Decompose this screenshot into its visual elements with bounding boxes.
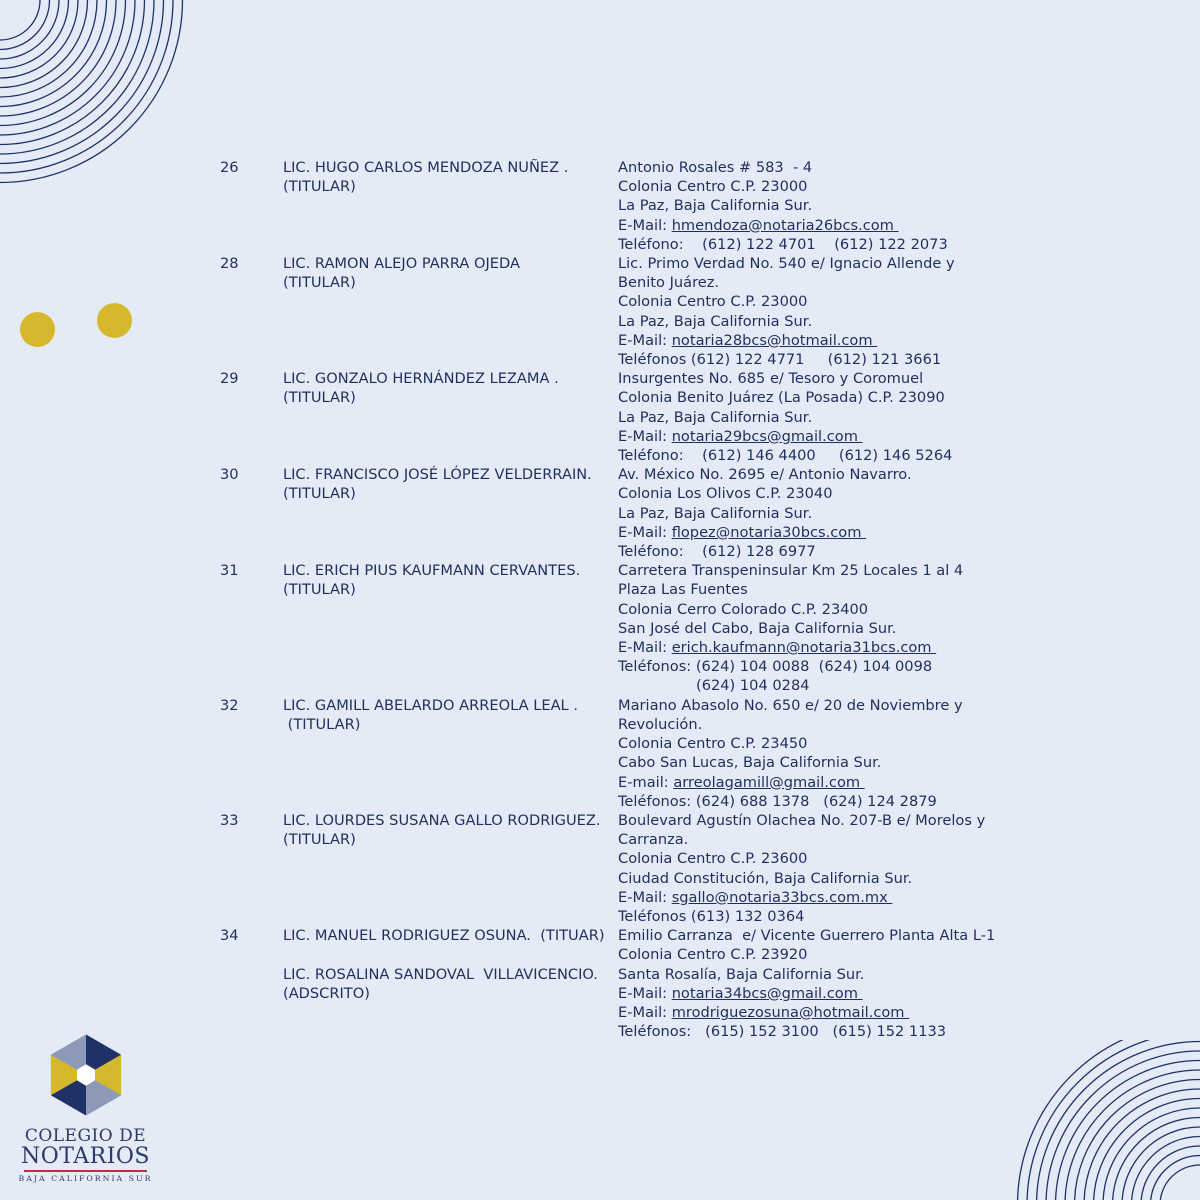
arc-ring (1027, 1040, 1200, 1200)
address-text: Teléfonos (613) 132 0364 (618, 907, 805, 925)
address-text: Teléfonos: (624) 104 0088 (624) 104 0098 (618, 658, 933, 676)
email-line (618, 984, 1000, 1003)
notary-number: 33 (220, 811, 239, 829)
notary-address (618, 926, 1000, 1041)
notary-number: 31 (220, 562, 239, 580)
notary-names (283, 158, 618, 254)
arc-ring (0, 0, 145, 145)
notary-names (283, 561, 618, 695)
arc-ring (0, 0, 173, 173)
colegio-de-notarios-logo (18, 1030, 153, 1183)
email-line (618, 427, 1000, 446)
address-line (618, 945, 1000, 964)
address-line (618, 830, 1000, 849)
email-label: E-Mail: (618, 331, 672, 349)
address-line (618, 965, 1000, 984)
address-text: Colonia Los Olivos C.P. 23040 (618, 485, 833, 503)
hexagon-emblem-icon (41, 1030, 131, 1120)
address-line (618, 1022, 1000, 1041)
notary-number: 29 (220, 370, 239, 388)
email-link[interactable]: hmendoza@notaria26bcs.com (671, 216, 899, 234)
notary-entry (220, 254, 1000, 369)
address-text: La Paz, Baja California Sur. (618, 408, 813, 426)
notary-entry (220, 369, 1000, 465)
address-line (618, 926, 1000, 945)
address-text: La Paz, Baja California Sur. (618, 312, 813, 330)
notary-address (618, 811, 1000, 926)
email-link[interactable]: arreolagamill@gmail.com (673, 773, 865, 791)
address-text: Colonia Centro C.P. 23000 (618, 293, 808, 311)
address-text: Colonia Centro C.P. 23000 (618, 178, 808, 196)
logo-divider (24, 1170, 147, 1172)
notary-role: (TITULAR) (283, 485, 356, 503)
notary-name: LIC. ERICH PIUS KAUFMANN CERVANTES. (283, 562, 581, 580)
address-text: Teléfono: (612) 146 4400 (612) 146 5264 (618, 447, 953, 465)
address-text: Teléfono: (612) 128 6977 (618, 543, 816, 561)
address-text: Teléfonos: (615) 152 3100 (615) 152 1133 (618, 1023, 947, 1041)
address-text: La Paz, Baja California Sur. (618, 504, 813, 522)
address-line (618, 369, 1000, 388)
email-line (618, 638, 1000, 657)
address-line (618, 388, 1000, 407)
address-text: Plaza Las Fuentes (618, 581, 748, 599)
arc-ring (1094, 1099, 1200, 1200)
notary-number: 32 (220, 696, 239, 714)
notary-role: (TITULAR) (283, 178, 356, 196)
notary-number: 26 (220, 159, 239, 176)
notary-number: 28 (220, 255, 239, 273)
address-line (618, 753, 1000, 772)
arc-ring (1141, 1146, 1200, 1200)
arc-ring (0, 0, 154, 154)
address-text: Mariano Abasolo No. 650 e/ 20 de Noviembre y (618, 696, 963, 714)
arc-ring (0, 0, 183, 183)
email-link[interactable]: sgallo@notaria33bcs.com.mx (671, 888, 893, 906)
notary-names (283, 696, 618, 811)
arc-ring (0, 0, 116, 116)
email-label: E-Mail: (618, 639, 672, 657)
notary-address (618, 369, 1000, 465)
notary-role: (TITULAR) (283, 389, 356, 407)
notary-address (618, 465, 1000, 561)
address-text: Santa Rosalía, Baja California Sur. (618, 965, 865, 983)
address-line (618, 676, 1000, 695)
notary-name: LIC. FRANCISCO JOSÉ LÓPEZ VELDERRAIN. (283, 466, 592, 484)
notary-entry (220, 926, 1000, 1041)
notary-entry (220, 696, 1000, 811)
address-line (618, 408, 1000, 427)
address-line (618, 734, 1000, 753)
address-text: Colonia Centro C.P. 23450 (618, 735, 808, 753)
address-text: Ciudad Constitución, Baja California Sur. (618, 869, 913, 887)
arc-ring (1046, 1051, 1200, 1200)
notary-role: (ADSCRITO) (283, 984, 370, 1002)
arc-ring (0, 0, 78, 78)
address-text: (624) 104 0284 (696, 677, 810, 695)
address-line (618, 907, 1000, 926)
address-text: Teléfonos (612) 122 4771 (612) 121 3661 (618, 351, 942, 369)
notary-address (618, 158, 1000, 254)
address-text: Carretera Transpeninsular Km 25 Locales 1 al 4 (618, 562, 964, 580)
email-line (618, 1003, 1000, 1022)
notary-entry (220, 465, 1000, 561)
email-link[interactable]: notaria34bcs@gmail.com (671, 984, 863, 1002)
address-text: Insurgentes No. 685 e/ Tesoro y Coromuel (618, 370, 924, 388)
address-line (618, 696, 1000, 715)
email-link[interactable]: erich.kaufmann@notaria31bcs.com (671, 639, 937, 657)
address-line (618, 446, 1000, 465)
yellow-dot-decoration (20, 312, 55, 347)
notary-name: LIC. MANUEL RODRIGUEZ OSUNA. (TITUAR) (283, 927, 605, 945)
notary-name: LIC. LOURDES SUSANA GALLO RODRIGUEZ. (283, 811, 601, 829)
notary-names (283, 465, 618, 561)
yellow-dot-decoration (97, 303, 132, 338)
email-label: E-Mail: (618, 984, 672, 1002)
notary-name: LIC. GONZALO HERNÁNDEZ LEZAMA . (283, 370, 559, 388)
email-line (618, 773, 1000, 792)
notary-name: LIC. RAMON ALEJO PARRA OJEDA (283, 255, 520, 273)
address-text: Colonia Benito Juárez (La Posada) C.P. 23090 (618, 389, 945, 407)
address-line (618, 350, 1000, 369)
email-line (618, 331, 1000, 350)
address-line (618, 619, 1000, 638)
address-line (618, 561, 1000, 580)
arc-ring (0, 0, 126, 126)
arc-ring (1132, 1137, 1200, 1200)
address-text: Teléfono: (612) 122 4701 (612) 122 2073 (618, 235, 948, 253)
arc-ring (1103, 1108, 1200, 1200)
address-line (618, 715, 1000, 734)
address-line (618, 792, 1000, 811)
address-text: Benito Juárez. (618, 274, 720, 292)
address-text: Emilio Carranza e/ Vicente Guerrero Planta Alta L-1 (618, 927, 996, 945)
concentric-arcs-decoration-top-left (0, 0, 200, 200)
email-label: E-Mail: (618, 523, 672, 541)
notary-entry (220, 158, 1000, 254)
notary-role: (TITULAR) (283, 274, 356, 292)
notary-entry (220, 561, 1000, 695)
address-text: Colonia Centro C.P. 23920 (618, 946, 808, 964)
email-line (618, 216, 1000, 235)
arc-ring (0, 0, 59, 59)
address-text: Boulevard Agustín Olachea No. 207-B e/ Morelos y (618, 811, 986, 829)
email-link[interactable]: notaria29bcs@gmail.com (671, 427, 863, 445)
notary-names (283, 254, 618, 369)
address-line (618, 849, 1000, 868)
notary-address (618, 254, 1000, 369)
address-line (618, 273, 1000, 292)
arc-ring (0, 0, 88, 88)
address-line (618, 158, 1000, 177)
address-text: Carranza. (618, 831, 689, 849)
email-line (618, 523, 1000, 542)
address-line (618, 312, 1000, 331)
arc-ring (1151, 1156, 1200, 1200)
address-line (618, 465, 1000, 484)
address-text: Revolución. (618, 715, 703, 733)
notary-number: 30 (220, 466, 239, 484)
arc-ring (1084, 1089, 1200, 1200)
address-line (618, 292, 1000, 311)
arc-ring (0, 0, 107, 107)
notary-names (283, 926, 618, 1041)
address-text: Av. México No. 2695 e/ Antonio Navarro. (618, 466, 912, 484)
address-line (618, 657, 1000, 676)
email-label: E-Mail: (618, 1003, 672, 1021)
address-line (618, 177, 1000, 196)
notary-name: LIC. ROSALINA SANDOVAL VILLAVICENCIO. (283, 965, 598, 983)
address-text: Antonio Rosales # 583 - 4 (618, 159, 813, 176)
email-line (618, 888, 1000, 907)
address-line (618, 254, 1000, 273)
address-line (618, 196, 1000, 215)
arc-ring (1160, 1165, 1200, 1200)
address-text: La Paz, Baja California Sur. (618, 197, 813, 215)
email-label: E-mail: (618, 773, 674, 791)
email-link[interactable]: mrodriguezosuna@hotmail.com (671, 1003, 910, 1021)
notary-address (618, 561, 1000, 695)
notary-entry (220, 811, 1000, 926)
address-line (618, 484, 1000, 503)
address-line (618, 580, 1000, 599)
logo-title-line-2: NOTARIOS (20, 1144, 150, 1169)
email-link[interactable]: notaria28bcs@hotmail.com (671, 331, 878, 349)
address-text: Colonia Centro C.P. 23600 (618, 850, 808, 868)
notary-address (618, 696, 1000, 811)
address-line (618, 600, 1000, 619)
notary-name: LIC. HUGO CARLOS MENDOZA NUÑEZ . (283, 159, 569, 176)
logo-subtitle: BAJA CALIFORNIA SUR (18, 1174, 153, 1183)
address-line (618, 542, 1000, 561)
notary-role: (TITULAR) (283, 831, 356, 849)
logo-title-line-1: COLEGIO DE (24, 1126, 147, 1146)
address-text: Lic. Primo Verdad No. 540 e/ Ignacio Allende y (618, 255, 955, 273)
notary-number: 34 (220, 927, 239, 945)
concentric-arcs-decoration-bottom-right (1000, 1040, 1200, 1200)
address-text: Cabo San Lucas, Baja California Sur. (618, 754, 882, 772)
notary-role: (TITULAR) (283, 581, 356, 599)
spacer (283, 945, 618, 964)
notary-directory (220, 158, 1000, 1041)
email-link[interactable]: flopez@notaria30bcs.com (671, 523, 867, 541)
address-text: Colonia Cerro Colorado C.P. 23400 (618, 600, 869, 618)
address-line (618, 869, 1000, 888)
address-line (618, 811, 1000, 830)
address-line (618, 504, 1000, 523)
address-text: San José del Cabo, Baja California Sur. (618, 619, 897, 637)
email-label: E-Mail: (618, 216, 672, 234)
address-text: Teléfonos: (624) 688 1378 (624) 124 2879 (618, 792, 937, 810)
notary-names (283, 369, 618, 465)
arc-ring (1113, 1118, 1200, 1200)
notary-names (283, 811, 618, 926)
arc-ring (0, 0, 40, 40)
address-line (618, 235, 1000, 254)
email-label: E-Mail: (618, 427, 672, 445)
notary-name: LIC. GAMILL ABELARDO ARREOLA LEAL . (283, 696, 578, 714)
notary-role: (TITULAR) (283, 715, 361, 733)
email-label: E-Mail: (618, 888, 672, 906)
